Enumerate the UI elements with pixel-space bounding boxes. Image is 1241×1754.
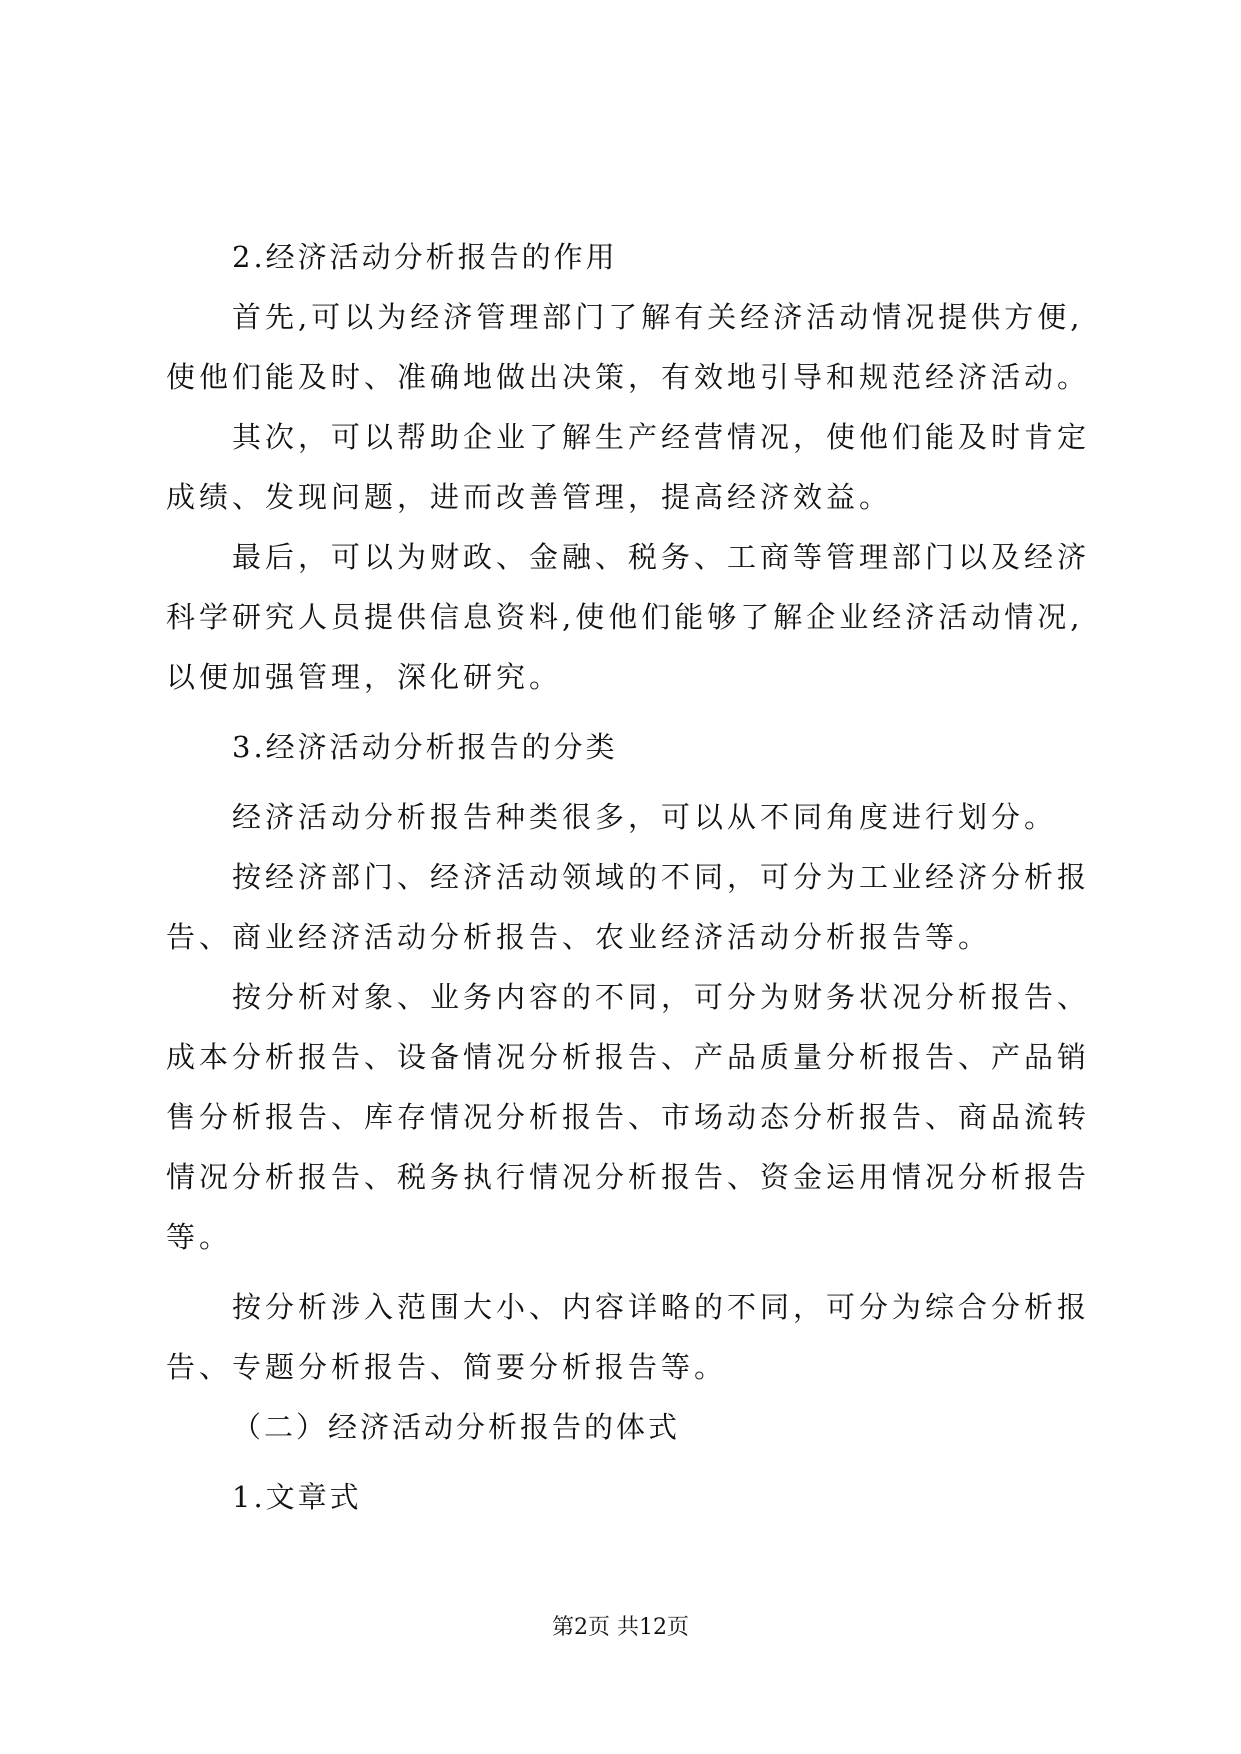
page-footer: 第2页 共12页: [552, 1615, 689, 1640]
paragraph-line: 按分析涉入范围大小、内容详略的不同，可分为综合分析报: [232, 1290, 1091, 1324]
paragraph-line: 以便加强管理，深化研究。: [166, 660, 563, 694]
paragraph-line: 成绩、发现问题，进而改善管理，提高经济效益。: [166, 480, 893, 514]
subsection-heading-article: 1.文章式: [232, 1480, 362, 1514]
paragraph-line: 告、专题分析报告、简要分析报告等。: [166, 1350, 728, 1384]
paragraph-line: 情况分析报告、税务执行情况分析报告、资金运用情况分析报告: [166, 1160, 1091, 1194]
paragraph-line: 其次，可以帮助企业了解生产经营情况，使他们能及时肯定: [232, 420, 1091, 454]
paragraph-line: 告、商业经济活动分析报告、农业经济活动分析报告等。: [166, 920, 992, 954]
paragraph-line: 按经济部门、经济活动领域的不同，可分为工业经济分析报: [232, 860, 1091, 894]
paragraph-line: 按分析对象、业务内容的不同，可分为财务状况分析报告、: [232, 980, 1091, 1014]
paragraph-line: 成本分析报告、设备情况分析报告、产品质量分析报告、产品销: [166, 1040, 1091, 1074]
paragraph-line: 经济活动分析报告种类很多，可以从不同角度进行划分。: [232, 800, 1058, 834]
paragraph-line: 售分析报告、库存情况分析报告、市场动态分析报告、商品流转: [166, 1100, 1091, 1134]
paragraph-line: 等。: [166, 1220, 233, 1254]
section-heading-classification: 3.经济活动分析报告的分类: [232, 730, 618, 764]
section-heading-format: （二）经济活动分析报告的体式: [232, 1410, 681, 1444]
section-heading-role: 2.经济活动分析报告的作用: [232, 240, 618, 274]
paragraph-line: 科学研究人员提供信息资料,使他们能够了解企业经济活动情况,: [166, 600, 1084, 634]
paragraph-line: 最后，可以为财政、金融、税务、工商等管理部门以及经济: [232, 540, 1091, 574]
paragraph-line: 首先,可以为经济管理部门了解有关经济活动情况提供方便,: [232, 300, 1084, 334]
paragraph-line: 使他们能及时、准确地做出决策，有效地引导和规范经济活动。: [166, 360, 1091, 394]
